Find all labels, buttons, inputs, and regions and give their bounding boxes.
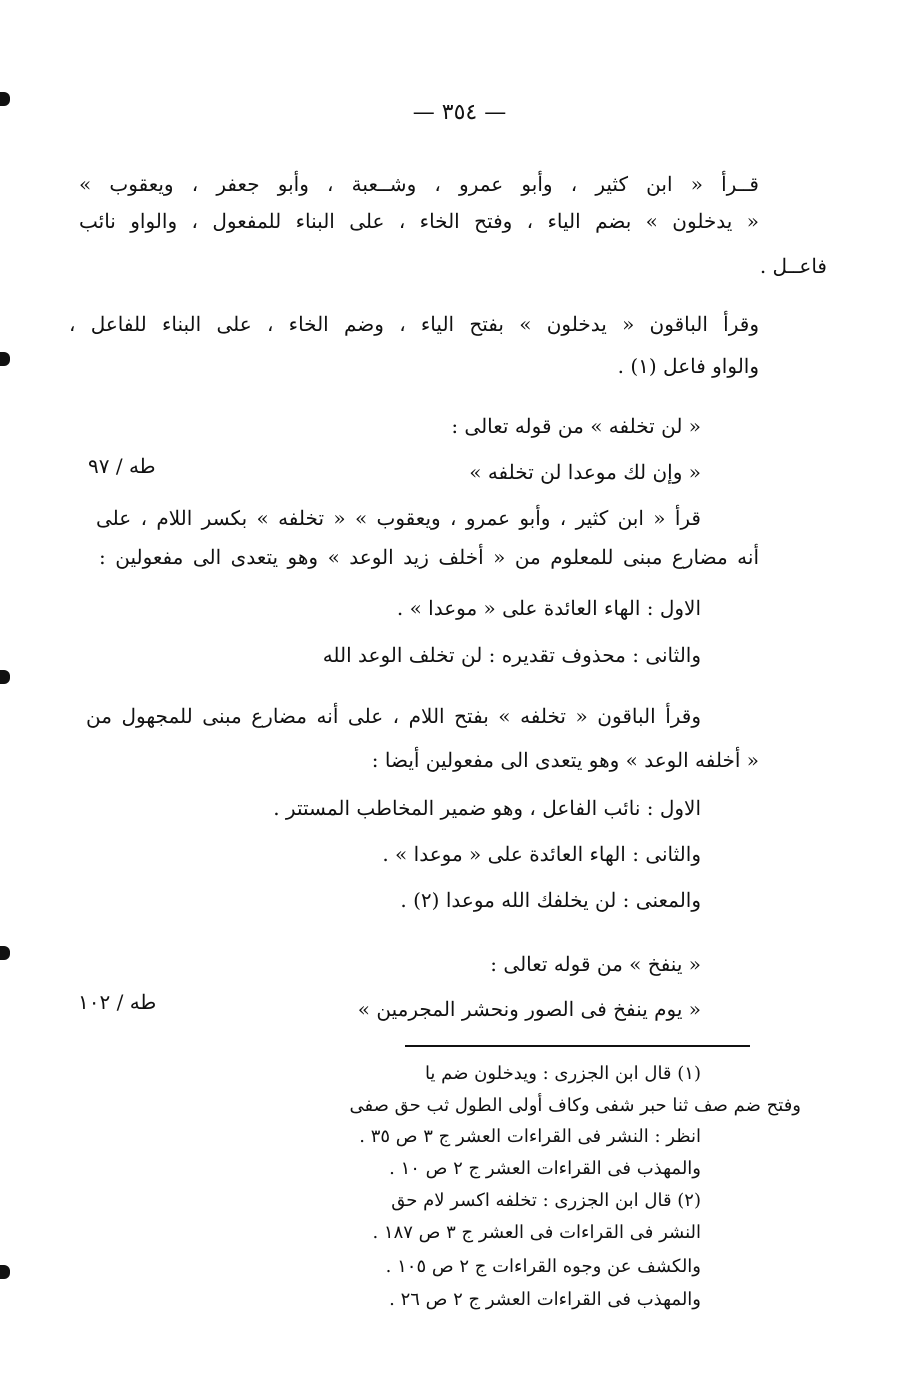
margin-mark (0, 670, 10, 684)
verse-reference: طه / ٩٧ (88, 454, 156, 478)
footnote-line: (١) قال ابن الجزرى : ويدخلون ضم يا (424, 1063, 701, 1084)
footnote-line: (٢) قال ابن الجزرى : تخلفه اكسر لام حق (391, 1190, 701, 1211)
text-line: والثانى : الهاء العائدة على « موعدا » . (382, 842, 701, 866)
text-line: فاعــل . (759, 254, 827, 278)
text-line: « لن تخلفه » من قوله تعالى : (451, 414, 701, 438)
margin-mark (0, 352, 10, 366)
verse-line: « يوم ينفخ فى الصور ونحشر المجرمين » (357, 997, 701, 1021)
text-line: « يدخلون » بضم الياء ، وفتح الخاء ، على البناء للمفعول ، والواو نائب (79, 209, 759, 233)
footnote-line: انظر : النشر فى القراءات العشر ج ٣ ص ٣٥ . (359, 1126, 701, 1147)
footnote-separator (405, 1045, 750, 1047)
text-line: الاول : نائب الفاعل ، وهو ضمير المخاطب المستتر . (273, 796, 701, 820)
text-line: قــرأ « ابن كثير ، وأبو عمرو ، وشــعبة ، وأبو جعفر ، ويعقوب » (79, 172, 759, 196)
page-number: — ٣٥٤ — (412, 100, 507, 125)
text-line: « ينفخ » من قوله تعالى : (490, 952, 701, 976)
text-line: وقرأ الباقون « تخلفه » بفتح اللام ، على أنه مضارع مبنى للمجهول من (86, 704, 701, 728)
verse-line: « وإن لك موعدا لن تخلفه » (469, 460, 701, 484)
text-line: والمعنى : لن يخلفك الله موعدا (٢) . (400, 888, 701, 912)
footnote-line: والمهذب فى القراءات العشر ج ٢ ص ١٠ . (389, 1158, 701, 1179)
text-line: والثانى : محذوف تقديره : لن تخلف الوعد الله (322, 643, 701, 667)
verse-reference: طه / ١٠٢ (78, 990, 157, 1014)
footnote-line: وفتح ضم صف ثنا حبر شفى وكاف أولى الطول ثب حق صفى (349, 1095, 801, 1116)
text-line: وقرأ الباقون « يدخلون » بفتح الياء ، وضم الخاء ، على البناء للفاعل ، (69, 312, 759, 336)
text-line: قرأ « ابن كثير ، وأبو عمرو ، ويعقوب » « تخلفه » بكسر اللام ، على (96, 506, 701, 530)
footnote-line: والمهذب فى القراءات العشر ج ٢ ص ٢٦ . (389, 1289, 701, 1310)
text-line: والواو فاعل (١) . (617, 354, 759, 378)
footnote-line: والكشف عن وجوه القراءات ج ٢ ص ١٠٥ . (385, 1256, 701, 1277)
margin-mark (0, 1265, 10, 1279)
text-line: أنه مضارع مبنى للمعلوم من « أخلف زيد الوعد » وهو يتعدى الى مفعولين : (99, 545, 759, 569)
margin-mark (0, 946, 10, 960)
text-line: « أخلفه الوعد » وهو يتعدى الى مفعولين أيضا : (371, 748, 759, 772)
footnote-line: النشر فى القراءات فى العشر ج ٣ ص ١٨٧ . (372, 1222, 701, 1243)
text-line: الاول : الهاء العائدة على « موعدا » . (396, 596, 701, 620)
